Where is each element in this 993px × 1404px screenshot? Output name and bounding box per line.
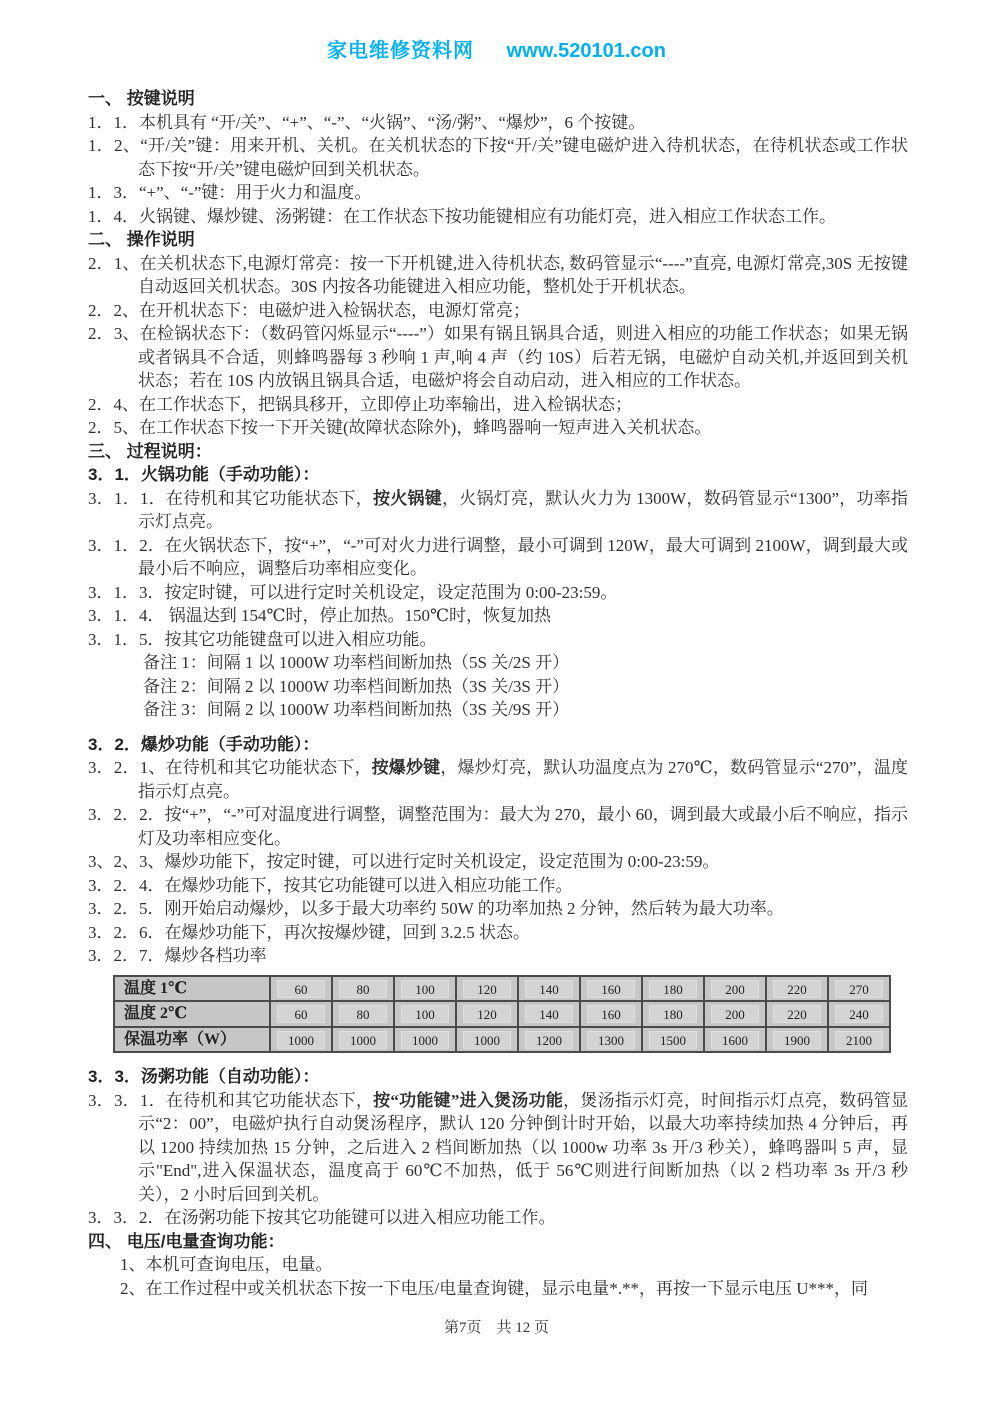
paragraph <box>88 1089 908 1207</box>
cell-value: 80 <box>339 1005 387 1023</box>
cell-value: 180 <box>649 980 697 998</box>
cell-value: 1000 <box>339 1031 387 1049</box>
cell-value: 220 <box>773 980 821 998</box>
table-row <box>114 976 890 1002</box>
section-heading <box>88 440 908 464</box>
paragraph <box>88 181 908 205</box>
site-name: 家电维修资料网 <box>327 40 475 62</box>
text-run: 1．3．“+”、“-”键：用于火力和温度。 <box>88 183 372 202</box>
text-run: 3．1．2．在火锅状态下，按“+”，“-”可对火力进行调整，最小可调到 120W，最大可调到 2100W，调到最大或最小后不响应，调整后功率相应变化。 <box>88 535 908 578</box>
cell-value: 140 <box>525 980 573 998</box>
table-cell <box>580 1027 642 1053</box>
table-cell <box>766 1027 828 1053</box>
text-run: 2．4、在工作状态下，把锅具移开，立即停止功率输出，进入检锅状态； <box>88 394 632 414</box>
table-cell <box>828 1001 890 1027</box>
table-cell <box>456 1001 518 1027</box>
text-run: 3．2．1、在待机和其它功能状态下， <box>88 758 372 777</box>
paragraph <box>88 944 908 968</box>
paragraph <box>88 393 908 417</box>
cell-value: 1000 <box>401 1031 449 1049</box>
cell-value: 60 <box>277 980 325 998</box>
page-number: 第7页 共 12 页 <box>443 1320 549 1336</box>
table-cell <box>394 976 456 1002</box>
table-row <box>114 1001 890 1027</box>
text-run: 三、 过程说明： <box>88 441 212 461</box>
text-run: 3．2．4．在爆炒功能下，按其它功能键可以进入相应功能工作。 <box>88 875 573 895</box>
text-run: 3．1．4． 锅温达到 154℃时，停止加热。150℃时，恢复加热 <box>88 606 552 625</box>
text-run: 2．5、在工作状态下按一下开关键(故障状态除外)，蜂鸣器响一短声进入关机状态。 <box>88 418 712 437</box>
cell-value: 120 <box>463 1005 511 1023</box>
cell-value: 200 <box>711 980 759 998</box>
text-run: 2．3、在检锅状态下：（数码管闪烁显示“----”）如果有锅且锅具合适，则进入相应的功能工作状态；如果无锅或者锅具不合适，则蜂鸣器每 3 秒响 1 声,响 4 声（约 10S）后若无锅，电磁炉自动关机,并返回到关机状态；若在 10S 内放锅且锅具合适，电磁炉将会自动启动，进入相应的工作状态。 <box>88 324 908 390</box>
section-heading <box>88 733 908 757</box>
paragraph <box>88 1253 908 1277</box>
cell-value: 1600 <box>711 1031 759 1049</box>
table-cell <box>828 1027 890 1053</box>
text-run: 备注 2：间隔 2 以 1000W 功率档间断加热（3S 关/3S 开） <box>143 676 570 696</box>
page-footer <box>0 1316 993 1337</box>
table-cell <box>704 1027 766 1053</box>
paragraph <box>88 651 908 675</box>
document-body <box>88 87 908 1300</box>
cell-value: 270 <box>835 980 883 998</box>
paragraph <box>88 322 908 393</box>
cell-value: 60 <box>277 1005 325 1023</box>
table-cell <box>642 976 704 1002</box>
cell-value: 160 <box>587 1005 635 1023</box>
cell-value: 180 <box>649 1005 697 1023</box>
cell-value: 1900 <box>773 1031 821 1049</box>
text-run: 3．1．火锅功能（手动功能）： <box>88 465 320 484</box>
row-label: 温度 2℃ <box>114 1001 270 1027</box>
site-url: www.520101.con <box>506 40 666 62</box>
text-run: 3．1．5．按其它功能键盘可以进入相应功能。 <box>88 629 437 649</box>
paragraph <box>88 134 908 181</box>
text-run: 3．2．7．爆炒各档功率 <box>88 946 267 965</box>
section-heading <box>88 87 908 111</box>
paragraph <box>88 534 908 581</box>
cell-value: 2100 <box>835 1031 883 1049</box>
paragraph <box>88 252 908 299</box>
paragraph <box>88 628 908 652</box>
bold-text: 按火锅键 <box>372 488 442 508</box>
table-cell <box>766 1001 828 1027</box>
text-run: ，煲汤指示灯亮，时间指示灯点亮，数码管显示“2：00”，电磁炉执行自动煲汤程序，默认 120 分钟倒计时开始，以最大功率持续加热 4 分钟后，再以 1200 持续加热 15 分钟，之后进入 2 档间断加热（以 1000w 功率 3s 开/3 秒关），蜂鸣器叫 5 声，显示"End",进入保温状态，温度高于 60℃不加热，低于 56℃则进行间断加热（以 2 档功率 3s 开/3 秒关），2 小时后回到关机。 <box>138 1090 909 1204</box>
row-label: 保温功率（W） <box>114 1027 270 1053</box>
table-cell <box>394 1001 456 1027</box>
text-run: 3．2．6．在爆炒功能下，再次按爆炒键，回到 3.2.5 状态。 <box>88 922 530 942</box>
table-cell <box>642 1027 704 1053</box>
text-run: 2．2、在开机状态下：电磁炉进入检锅状态，电源灯常亮； <box>88 300 530 320</box>
table-cell <box>518 1001 580 1027</box>
paragraph <box>88 487 908 534</box>
cell-value: 120 <box>463 980 511 998</box>
bold-text: 按爆炒键 <box>371 758 441 777</box>
cell-value: 1200 <box>525 1031 573 1049</box>
text-run: 3．2．5．刚开始启动爆炒，以多于最大功率约 50W 的功率加热 2 分钟，然后转为最大功率。 <box>88 899 784 918</box>
cell-value: 240 <box>835 1005 883 1023</box>
table-cell <box>580 976 642 1002</box>
cell-value: 1300 <box>587 1031 635 1049</box>
paragraph <box>88 698 908 722</box>
text-run: 1．2、“开/关”键：用来开机、关机。在关机状态的下按“开/关”键电磁炉进入待机状态，在待机状态或工作状态下按“开/关”键电磁炉回到关机状态。 <box>88 136 908 179</box>
text-run: 3．2．爆炒功能（手动功能）： <box>88 734 320 754</box>
text-run: 备注 1：间隔 1 以 1000W 功率档间断加热（5S 关/2S 开） <box>143 653 570 672</box>
text-run: ，火锅灯亮，默认火力为 1300W，数码管显示“1300”，功率指示灯点亮。 <box>138 488 909 531</box>
text-run: 一、 按键说明 <box>88 89 195 108</box>
table-cell <box>332 976 394 1002</box>
section-heading <box>88 1230 908 1254</box>
paragraph <box>88 299 908 323</box>
table-cell <box>270 1001 332 1027</box>
paragraph <box>88 1277 908 1301</box>
text-run: 2、在工作过程中或关机状态下按一下电压/电量查询键，显示电量*.**，再按一下显示电压 U***，同 <box>120 1278 868 1298</box>
table-cell <box>456 976 518 1002</box>
text-run: 1、本机可查询电压，电量。 <box>120 1255 333 1274</box>
paragraph <box>88 604 908 628</box>
power-table <box>113 975 891 1054</box>
paragraph <box>88 111 908 135</box>
paragraph <box>88 675 908 699</box>
text-run: ，爆炒灯亮，默认功温度点为 270℃，数码管显示“270”，温度指示灯点亮。 <box>138 758 909 801</box>
text-run: 3．3．汤粥功能（自动功能）： <box>88 1067 320 1086</box>
text-run: 3．3．2．在汤粥功能下按其它功能键可以进入相应功能工作。 <box>88 1208 556 1227</box>
cell-value: 220 <box>773 1005 821 1023</box>
paragraph <box>88 850 908 874</box>
text-run: 3、2、3、爆炒功能下，按定时键，可以进行定时关机设定，设定范围为 0:00-23:59。 <box>88 852 720 871</box>
paragraph <box>88 1206 908 1230</box>
table-cell <box>518 1027 580 1053</box>
table-cell <box>394 1027 456 1053</box>
table-cell <box>518 976 580 1002</box>
paragraph <box>88 416 908 440</box>
table-cell <box>332 1001 394 1027</box>
text-run: 1．1．本机具有 “开/关”、“+”、“-”、“火锅”、“汤/粥”、“爆炒”，6 个按键。 <box>88 112 646 132</box>
text-run: 2．1、在关机状态下,电源灯常亮：按一下开机键,进入待机状态, 数码管显示“----”直亮, 电源灯常亮,30S 无按键自动返回关机状态。30S 内按各功能键进入相应功能，整机处于开机状态。 <box>88 253 908 296</box>
paragraph <box>88 205 908 229</box>
text-run: 3．3．1．在待机和其它功能状态下， <box>88 1090 374 1110</box>
row-label: 温度 1℃ <box>114 976 270 1002</box>
text-run: 备注 3：间隔 2 以 1000W 功率档间断加热（3S 关/9S 开） <box>143 700 570 719</box>
paragraph <box>88 581 908 605</box>
table-cell <box>642 1001 704 1027</box>
table-row <box>114 1027 890 1053</box>
table-cell <box>766 976 828 1002</box>
text-run: 四、 电压/电量查询功能： <box>88 1231 285 1251</box>
paragraph <box>88 874 908 898</box>
table-cell <box>456 1027 518 1053</box>
cell-value: 160 <box>587 980 635 998</box>
table-cell <box>704 1001 766 1027</box>
table-cell <box>332 1027 394 1053</box>
text-run: 3．1．1．在待机和其它功能状态下， <box>88 488 373 508</box>
site-header <box>0 0 993 63</box>
cell-value: 100 <box>401 980 449 998</box>
paragraph <box>88 921 908 945</box>
text-run: 二、 操作说明 <box>88 230 195 249</box>
cell-value: 200 <box>711 1005 759 1023</box>
cell-value: 1000 <box>463 1031 511 1049</box>
bold-text: 按“功能键”进入煲汤功能 <box>373 1090 564 1110</box>
cell-value: 1500 <box>649 1031 697 1049</box>
text-run: 3．2．2．按“+”，“-”可对温度进行调整，调整范围为：最大为 270，最小 60，调到最大或最小后不响应，指示灯及功率相应变化。 <box>88 805 908 848</box>
cell-value: 1000 <box>277 1031 325 1049</box>
text-run: 3．1．3．按定时键，可以进行定时关机设定，设定范围为 0:00-23:59。 <box>88 582 618 602</box>
section-heading <box>88 463 908 487</box>
section-heading <box>88 228 908 252</box>
table-cell <box>270 976 332 1002</box>
table-cell <box>828 976 890 1002</box>
cell-value: 100 <box>401 1005 449 1023</box>
section-heading <box>88 1065 908 1089</box>
paragraph <box>88 803 908 850</box>
paragraph <box>88 756 908 803</box>
cell-value: 80 <box>339 980 387 998</box>
cell-value: 140 <box>525 1005 573 1023</box>
text-run: 1．4．火锅键、爆炒键、汤粥键：在工作状态下按功能键相应有功能灯亮，进入相应工作状态工作。 <box>88 206 836 226</box>
table-cell <box>270 1027 332 1053</box>
table-cell <box>704 976 766 1002</box>
table-cell <box>580 1001 642 1027</box>
paragraph <box>88 897 908 921</box>
